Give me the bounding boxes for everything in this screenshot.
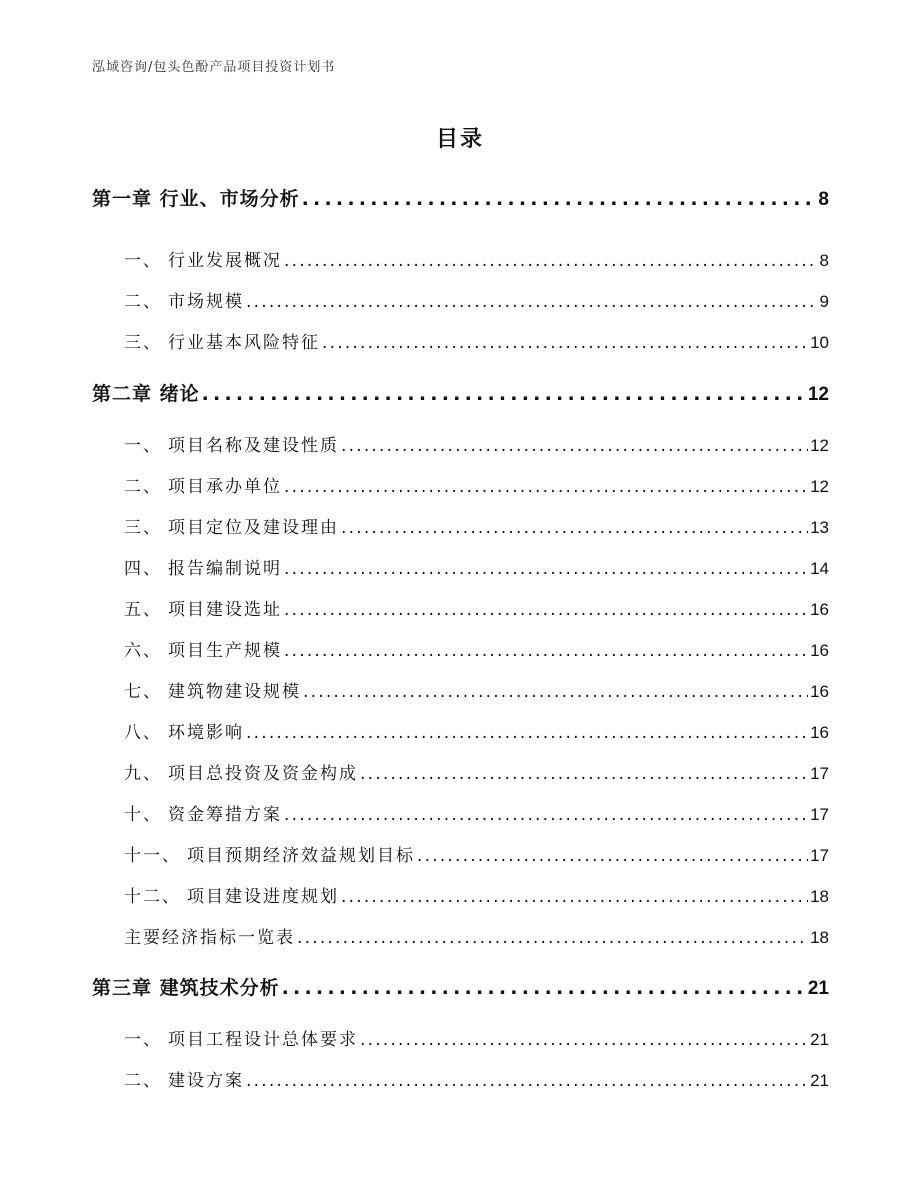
toc-entry-label (124, 718, 244, 743)
toc-page-number: 12 (810, 436, 829, 455)
toc-entry-label (124, 800, 282, 825)
toc-section-entry[interactable] (124, 1066, 829, 1091)
toc-section-entry[interactable] (124, 287, 829, 312)
toc-section-entry[interactable] (124, 636, 829, 661)
dot-leader (284, 805, 808, 825)
toc-page-number: 16 (810, 723, 829, 742)
toc-page-number: 8 (819, 251, 829, 270)
toc-section-entry[interactable] (124, 882, 829, 907)
toc-page-number: 21 (810, 1030, 829, 1049)
toc-entry-text: 项目预期经济效益规划目标 (187, 846, 415, 866)
toc-section-entry[interactable] (124, 595, 829, 620)
toc-entry-text: 市场规模 (168, 292, 244, 312)
toc-entry-text: 第二章 绪论 (92, 383, 200, 405)
toc-section-entry[interactable] (124, 718, 829, 743)
toc-entry-label (92, 379, 200, 406)
toc-entry-text: 项目建设选址 (168, 600, 282, 620)
toc-section-entry[interactable] (124, 554, 829, 579)
toc-page-number: 21 (807, 978, 829, 999)
toc-entry-number: 一、 (124, 436, 162, 456)
toc-entry-text: 建设方案 (168, 1071, 244, 1091)
toc-entry-number: 二、 (124, 292, 162, 312)
toc-entry-label (92, 184, 300, 211)
toc-entry-text: 建筑物建设规模 (168, 682, 301, 702)
dot-leader (246, 723, 808, 743)
dot-leader (341, 436, 808, 456)
toc-entry-label (92, 973, 280, 1000)
toc-entry-label (124, 595, 282, 620)
dot-leader (202, 383, 806, 405)
dot-leader (284, 600, 808, 620)
toc-entry-number: 一、 (124, 251, 162, 271)
toc-entry-text: 行业基本风险特征 (168, 333, 320, 353)
toc-page-number: 9 (819, 292, 829, 311)
dot-leader (341, 518, 808, 538)
toc-entry-text: 环境影响 (168, 723, 244, 743)
toc-entry-label (124, 554, 282, 579)
toc-entry-number: 三、 (124, 518, 162, 538)
toc-page-number: 21 (810, 1071, 829, 1090)
dot-leader (303, 682, 808, 702)
toc-page-number: 16 (810, 641, 829, 660)
toc-chapter-entry[interactable] (92, 973, 829, 1000)
dot-leader (284, 477, 808, 497)
toc-entry-text: 项目名称及建设性质 (168, 436, 339, 456)
dot-leader (360, 1030, 808, 1050)
toc-section-entry[interactable] (124, 841, 829, 866)
toc-entry-label (124, 287, 244, 312)
toc-section-entry[interactable] (124, 759, 829, 784)
dot-leader (297, 928, 808, 948)
toc-entry-number: 七、 (124, 682, 162, 702)
running-header: 泓域咨询/包头色酚产品项目投资计划书 (92, 60, 336, 75)
toc-section-entry[interactable] (124, 431, 829, 456)
toc-page-number: 16 (810, 682, 829, 701)
toc-page-number: 17 (810, 805, 829, 824)
toc-entry-number: 九、 (124, 764, 162, 784)
toc-entry-number: 六、 (124, 641, 162, 661)
toc-page-number: 12 (810, 477, 829, 496)
toc-section-entry[interactable] (124, 472, 829, 497)
toc-entry-number: 四、 (124, 559, 162, 579)
toc-entry-label (124, 513, 339, 538)
dot-leader (302, 188, 817, 210)
toc-entry-text: 项目建设进度规划 (187, 887, 339, 907)
dot-leader (322, 333, 808, 353)
toc-entry-label (124, 841, 415, 866)
toc-section-entry[interactable] (124, 246, 829, 271)
dot-leader (282, 977, 806, 999)
dot-leader (284, 251, 818, 271)
toc-entry-label (124, 472, 282, 497)
toc-page-number: 16 (810, 600, 829, 619)
dot-leader (246, 1071, 808, 1091)
toc-entry-text: 项目工程设计总体要求 (168, 1030, 358, 1050)
toc-page-number: 13 (810, 518, 829, 537)
toc-section-entry[interactable] (124, 328, 829, 353)
toc-entry-label (124, 328, 320, 353)
toc-entry-text: 行业发展概况 (168, 251, 282, 271)
toc-entry-label (124, 759, 358, 784)
toc-section-entry[interactable] (124, 513, 829, 538)
toc-page-number: 17 (810, 764, 829, 783)
dot-leader (246, 292, 818, 312)
toc-entry-text: 第三章 建筑技术分析 (92, 977, 280, 999)
toc-entry-label (124, 677, 301, 702)
toc-section-entry[interactable] (124, 800, 829, 825)
dot-leader (284, 641, 808, 661)
toc-entry-number: 三、 (124, 333, 162, 353)
toc-entry-text: 项目总投资及资金构成 (168, 764, 358, 784)
toc-entry-label (124, 246, 282, 271)
toc-entry-text: 主要经济指标一览表 (124, 928, 295, 948)
dot-leader (341, 887, 808, 907)
toc-entry-label (124, 1025, 358, 1050)
toc-page-number: 18 (810, 887, 829, 906)
toc-page-number: 14 (810, 559, 829, 578)
dot-leader (417, 846, 808, 866)
toc-entry-text: 项目定位及建设理由 (168, 518, 339, 538)
toc-entry-label (124, 923, 295, 948)
toc-entry-number: 二、 (124, 477, 162, 497)
toc-entry-text: 项目承办单位 (168, 477, 282, 497)
toc-section-entry[interactable] (124, 677, 829, 702)
dot-leader (360, 764, 808, 784)
toc-page-number: 12 (807, 384, 829, 405)
toc-entry-text: 资金筹措方案 (168, 805, 282, 825)
toc-entry-label (124, 431, 339, 456)
toc-page-number: 10 (810, 333, 829, 352)
toc-chapter-entry[interactable] (92, 184, 829, 211)
toc-entry-label (124, 1066, 244, 1091)
toc-page-number: 17 (810, 846, 829, 865)
toc-entry-number: 二、 (124, 1071, 162, 1091)
toc-entry-number: 五、 (124, 600, 162, 620)
toc-entry-label (124, 882, 339, 907)
toc-entry-number: 一、 (124, 1030, 162, 1050)
toc-page-number: 8 (818, 189, 829, 210)
dot-leader (284, 559, 808, 579)
toc-entry-number: 十、 (124, 805, 162, 825)
toc-entry-number: 八、 (124, 723, 162, 743)
toc-entry-number: 十一、 (124, 846, 181, 866)
toc-entry-text: 报告编制说明 (168, 559, 282, 579)
toc-entry-label (124, 636, 282, 661)
toc-title: 目录 (435, 127, 484, 152)
toc-page-number: 18 (810, 928, 829, 947)
toc-entry-text: 第一章 行业、市场分析 (92, 188, 300, 210)
toc-entry-text: 项目生产规模 (168, 641, 282, 661)
toc-entry-number: 十二、 (124, 887, 181, 907)
toc-section-entry[interactable] (124, 1025, 829, 1050)
toc-section-entry[interactable] (124, 923, 829, 948)
toc-chapter-entry[interactable] (92, 379, 829, 406)
